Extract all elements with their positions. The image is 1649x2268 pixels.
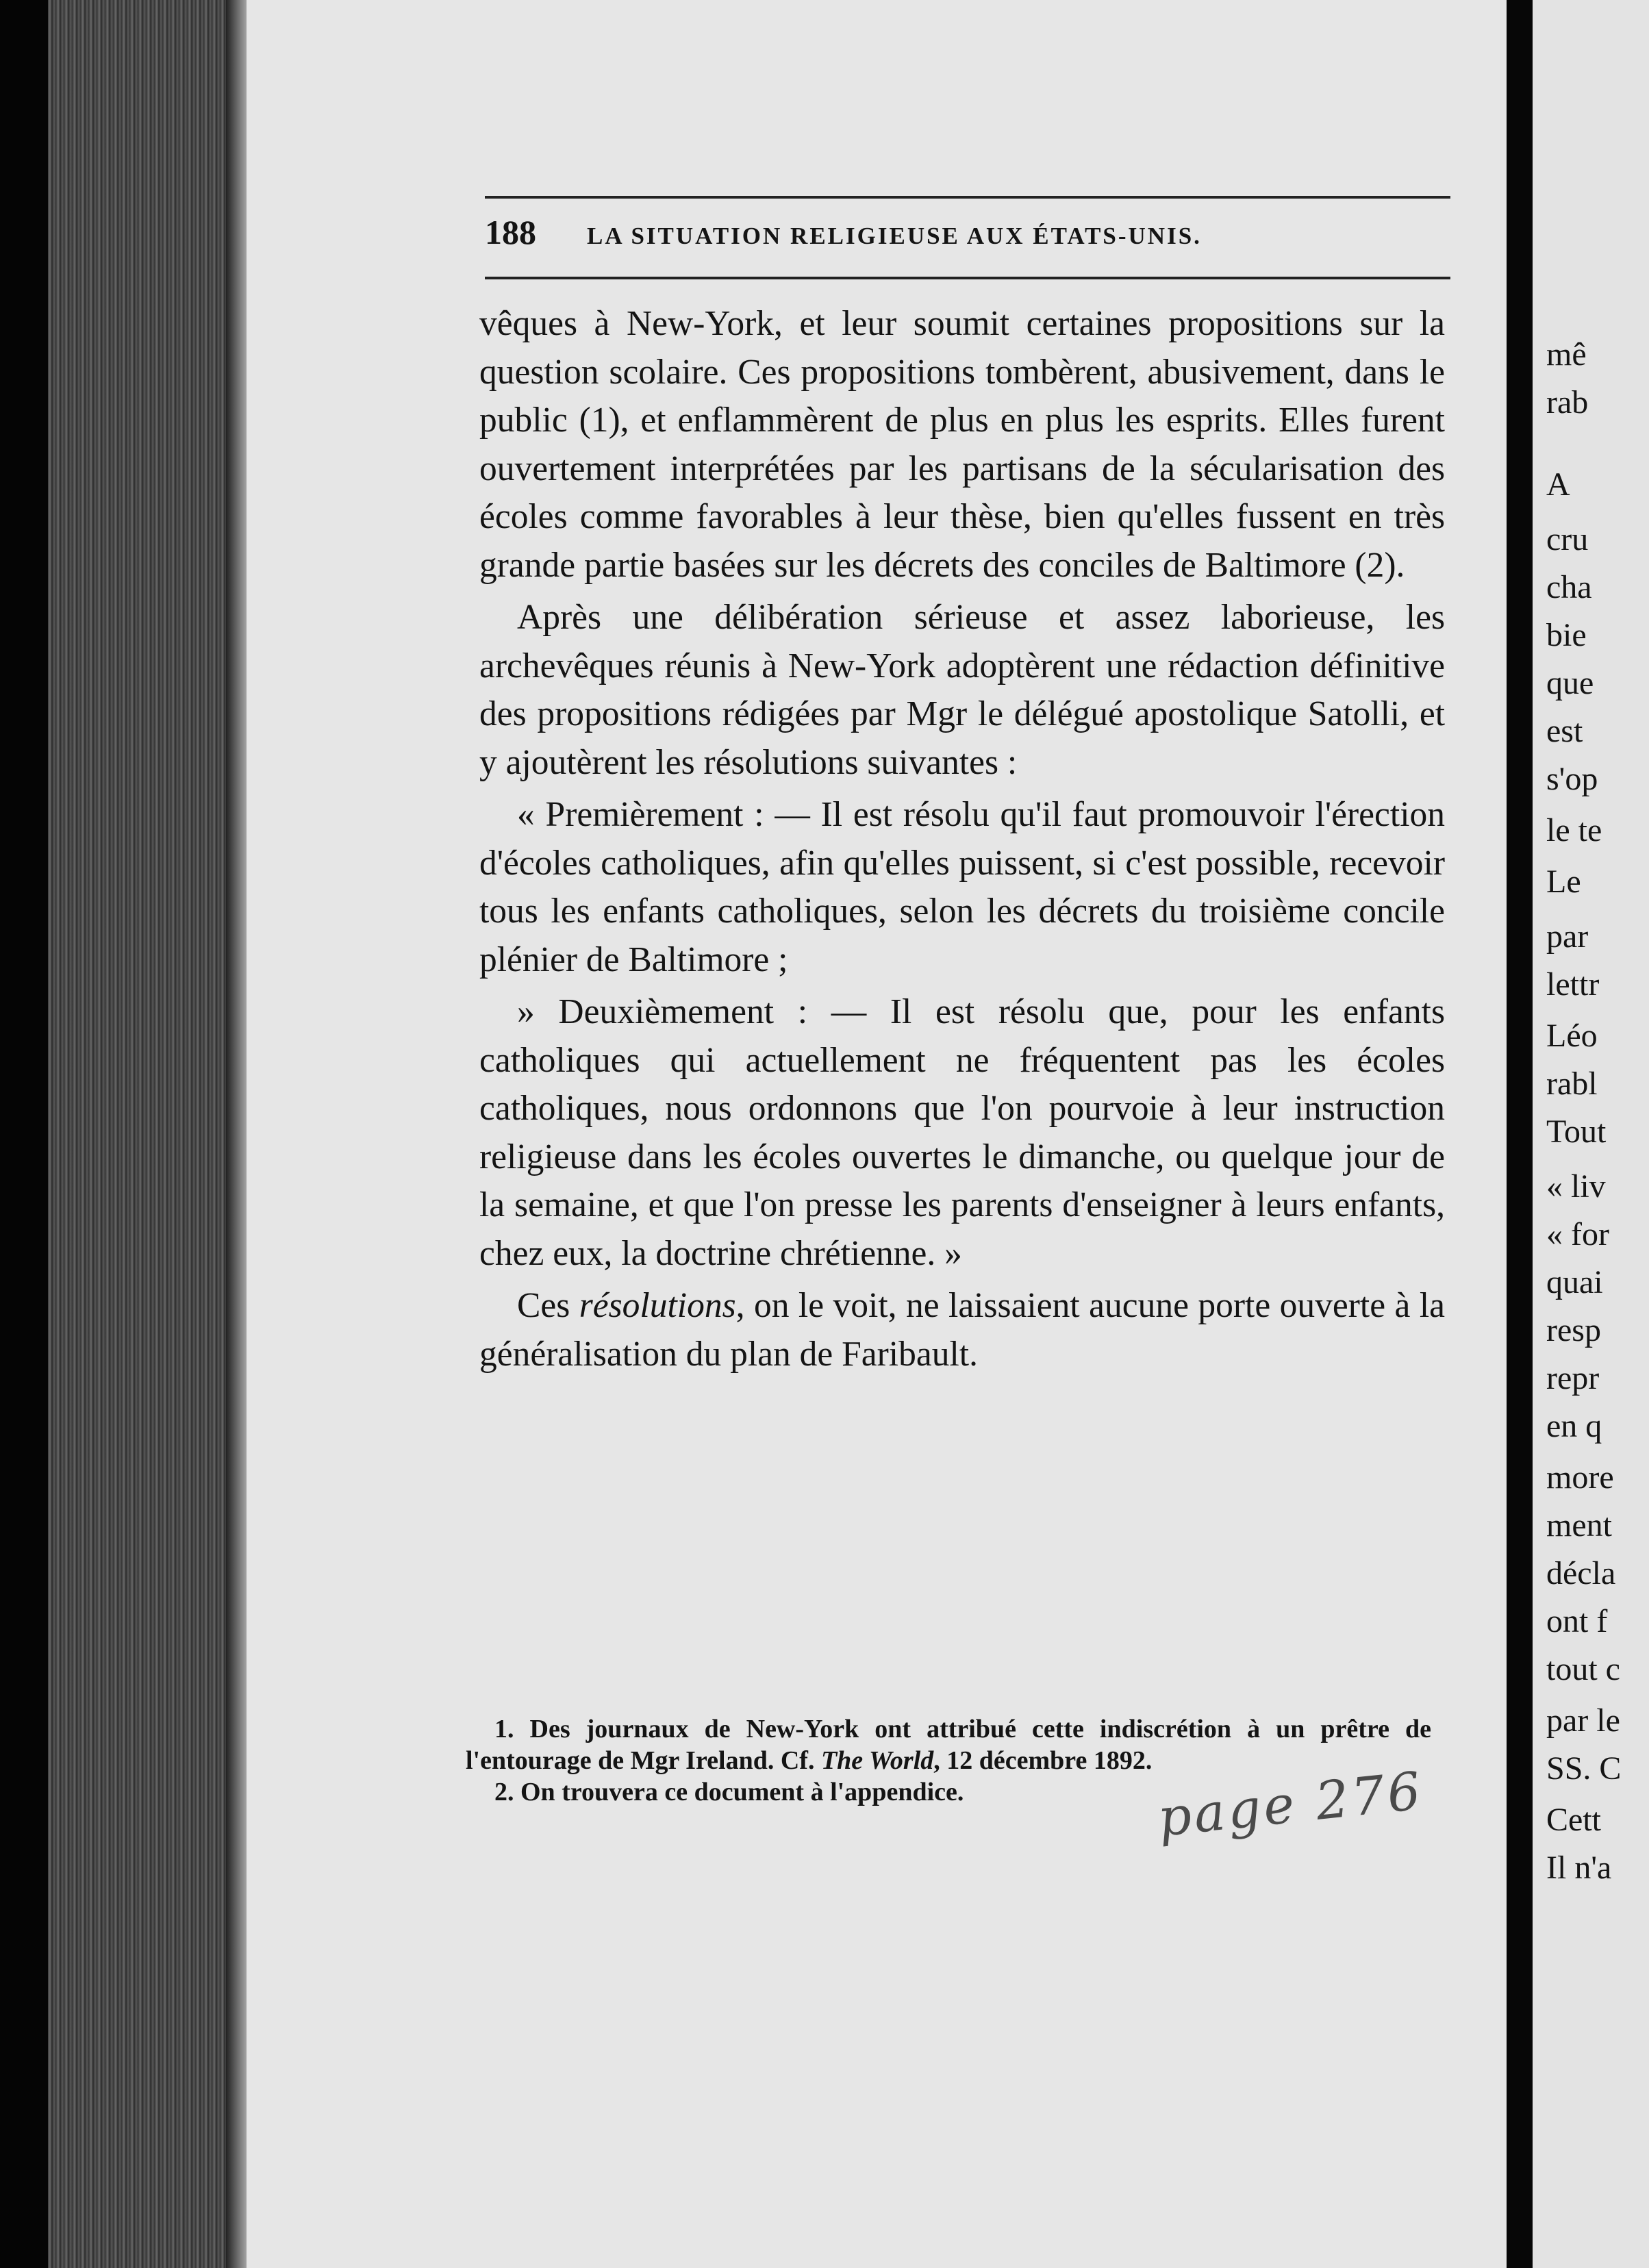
running-header <box>485 212 1375 252</box>
facing-page-line: le te <box>1546 812 1602 848</box>
facing-page-line: en q <box>1546 1408 1602 1444</box>
facing-page-line: Le <box>1546 864 1581 900</box>
facing-page-line: que <box>1546 665 1594 701</box>
facing-page-line: SS. C <box>1546 1750 1622 1787</box>
facing-page-line: Tout <box>1546 1113 1607 1150</box>
facing-page-line: est <box>1546 713 1583 749</box>
facing-page-line: cha <box>1546 569 1592 605</box>
footnote-text: , 12 décembre 1892. <box>933 1746 1153 1775</box>
facing-page-line: repr <box>1546 1360 1600 1396</box>
footnote-1 <box>466 1713 1431 1776</box>
facing-page <box>1533 0 1649 2268</box>
main-text <box>479 300 1445 1378</box>
facing-page-line: rabl <box>1546 1066 1598 1102</box>
header-rule-bottom <box>485 277 1450 279</box>
facing-page-line: rab <box>1546 384 1589 420</box>
footnote-2: 2. On trouvera ce document à l'appendice. <box>494 1778 964 1806</box>
page-number: 188 <box>485 213 536 251</box>
facing-page-line: par <box>1546 918 1589 955</box>
paragraph: vêques à New-York, et leur soumit certaines propositions sur la question scolaire. Ces propositions tombèrent, abusivement, dans le public (1), et enflammèrent de plus en plus les esprits. Elles furent ouvertement interprétées par les partisans de la sécularisation des écoles comme favorables à leur thèse, bien qu'elles fussent en très grande partie basées sur les décrets des conciles de Baltimore (2). <box>479 304 1445 585</box>
header-rule-top <box>485 196 1450 199</box>
facing-page-line: bie <box>1546 617 1587 653</box>
footnote-italic: The World <box>820 1746 934 1775</box>
binding-dark-edge <box>0 0 48 2268</box>
facing-page-line: par le <box>1546 1702 1620 1739</box>
facing-page-line: cru <box>1546 521 1589 557</box>
facing-page-line: ment <box>1546 1507 1612 1544</box>
running-title: LA SITUATION RELIGIEUSE AUX ÉTATS-UNIS. <box>587 223 1202 249</box>
facing-page-line: « liv <box>1546 1168 1606 1205</box>
facing-page-line: mê <box>1546 336 1587 373</box>
page-edges <box>48 0 233 2268</box>
quote-paragraph: » Deuxièmement : — Il est résolu que, pour les enfants catholiques qui actuellement ne fréquentent pas les écoles catholiques, nous ordonnons que l'on pourvoie à leur instruction religieuse dans les écoles ouvertes le dimanche, ou quelque jour de la semaine, et que l'on presse les parents d'enseigner à leurs enfants, chez eux, la doctrine chrétienne. » <box>479 992 1445 1273</box>
paragraph: Après une délibération sérieuse et assez laborieuse, les archevêques réunis à New-York adoptèrent une rédaction définitive des propositions rédigées par Mgr le délégué apostolique Satolli, et y ajoutèrent les résolutions suivantes : <box>479 598 1445 782</box>
handwritten-note: page 276 <box>1155 1759 1426 1849</box>
facing-page-line: Léo <box>1546 1018 1598 1054</box>
facing-page-line: « for <box>1546 1216 1609 1252</box>
quote-paragraph: « Premièrement : — Il est résolu qu'il faut promouvoir l'érection d'écoles catholiques, afin qu'elles puissent, si c'est possible, recevoir tous les enfants catholiques, selon les décrets du troisième concile plénier de Baltimore ; <box>479 795 1445 979</box>
facing-page-line: lettr <box>1546 966 1600 1003</box>
facing-page-line: quai <box>1546 1264 1603 1300</box>
facing-page-line: tout c <box>1546 1651 1620 1687</box>
paragraph <box>479 1282 1445 1378</box>
footnote-text: 1. Des journaux de New-York ont attribué cette indiscrétion à un prêtre de l'entourage de Mgr Ireland. Cf. <box>466 1715 1431 1775</box>
facing-page-line: décla <box>1546 1555 1616 1591</box>
emphasis: résolutions <box>579 1286 736 1325</box>
facing-page-line: ont f <box>1546 1603 1608 1639</box>
text-span: , on le voit, ne laissaient aucune porte ouverte à la généralisation du plan de Faribault. <box>479 1286 1446 1374</box>
facing-page-line: Cett <box>1546 1802 1601 1838</box>
facing-page-line: resp <box>1546 1312 1601 1348</box>
facing-page-line: Il n'a <box>1546 1850 1612 1886</box>
facing-page-line: A <box>1546 466 1570 503</box>
text-span: Ces <box>517 1286 579 1325</box>
facing-page-line: more <box>1546 1459 1614 1496</box>
facing-page-line: s'op <box>1546 761 1598 797</box>
